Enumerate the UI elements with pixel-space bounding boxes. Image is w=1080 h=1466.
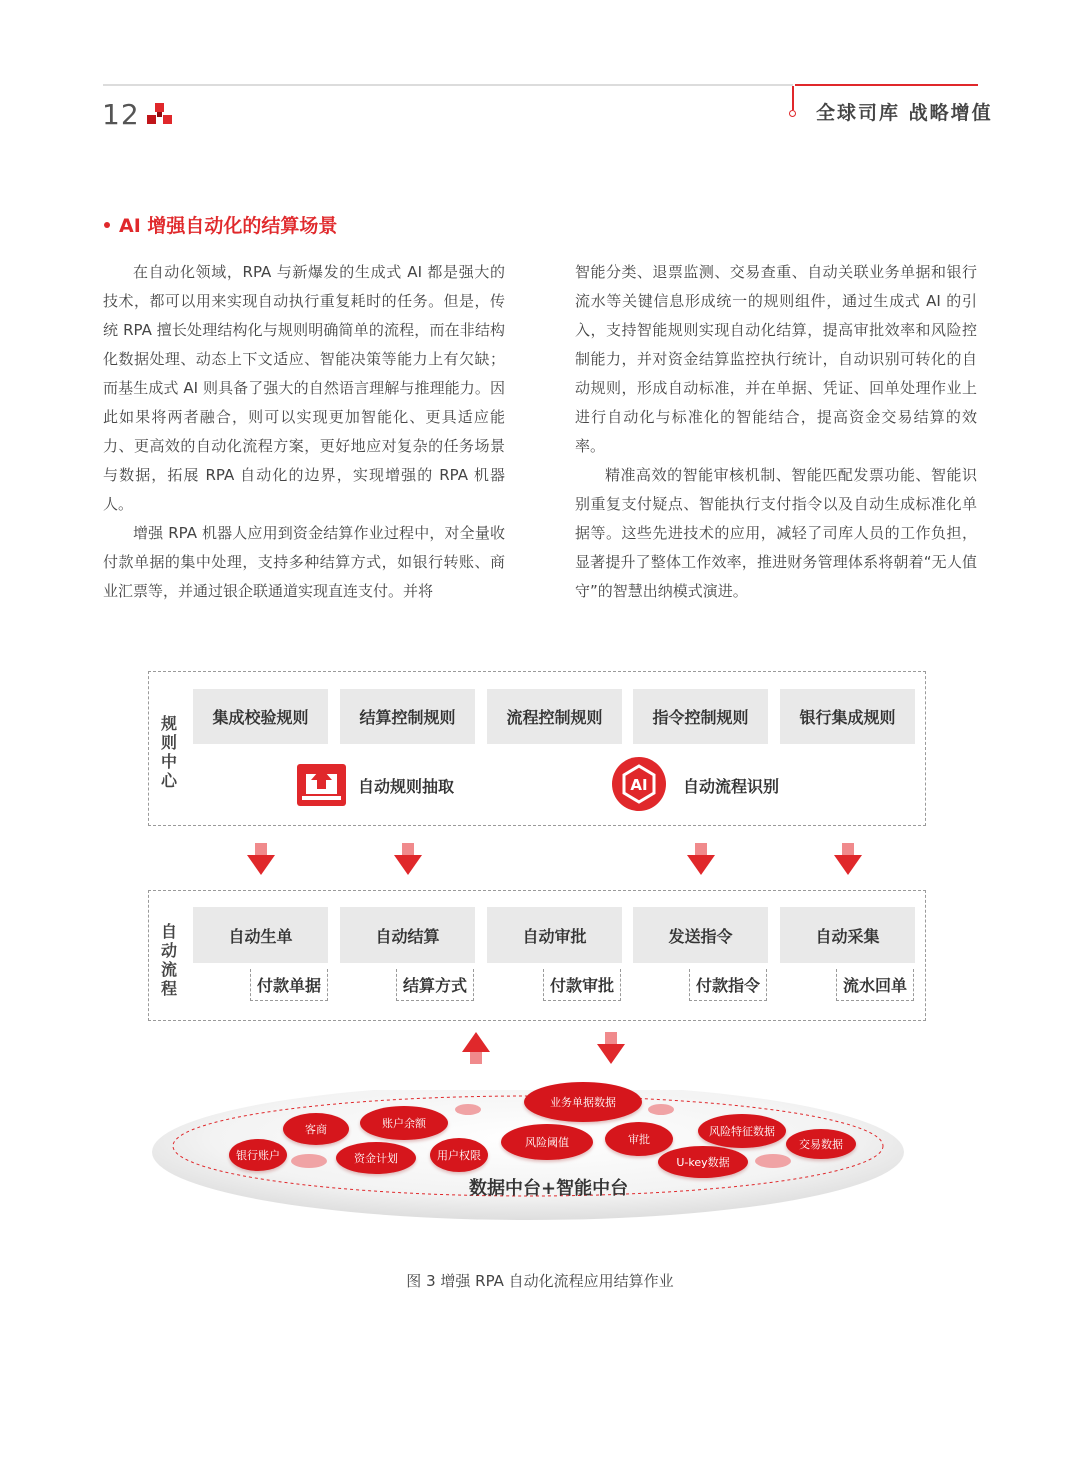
process-step-box: 自动审批 — [487, 907, 622, 963]
process-step-box: 自动采集 — [780, 907, 915, 963]
rule-center-label: 规则中心 — [160, 714, 177, 790]
process-sub-step: 流水回单 — [836, 969, 914, 1001]
body-column-left — [103, 258, 505, 606]
ai-icon-text: AI — [630, 776, 648, 794]
data-bubble: 用户权限 — [430, 1138, 488, 1172]
auto-process-label: 自动流程 — [160, 922, 177, 998]
header-title: 全球司库 战略增值 — [816, 102, 993, 124]
data-bubble: 银行账户 — [229, 1139, 287, 1171]
process-step-box: 发送指令 — [633, 907, 768, 963]
down-arrow-icon — [687, 843, 715, 876]
feature-extract-label: 自动规则抽取 — [358, 777, 455, 796]
section-bullet — [104, 222, 110, 228]
data-bubble: 风险特征数据 — [698, 1114, 786, 1148]
data-bubble: 审批 — [605, 1122, 673, 1156]
decorative-bubble — [455, 1104, 481, 1115]
rule-box: 集成校验规则 — [193, 689, 328, 744]
rule-box: 指令控制规则 — [633, 689, 768, 744]
data-bubble: 资金计划 — [336, 1142, 416, 1174]
process-step-box: 自动结算 — [340, 907, 475, 963]
rule-box: 流程控制规则 — [487, 689, 622, 744]
cubes-logo-icon — [146, 102, 174, 128]
down-arrow-icon — [597, 1032, 625, 1065]
header-rule — [103, 84, 793, 86]
decorative-bubble — [291, 1154, 327, 1168]
rule-box: 银行集成规则 — [780, 689, 915, 744]
process-sub-step: 结算方式 — [396, 969, 474, 1001]
paragraph: 增强 RPA 机器人应用到资金结算作业过程中，对全量收付款单据的集中处理，支持多种结算方式，如银行转账、商业汇票等，并通过银企联通道实现直连支付。并将 — [103, 524, 505, 600]
ai-icon — [610, 756, 668, 812]
paragraph: 在自动化领域，RPA 与新爆发的生成式 AI 都是强大的技术，都可以用来实现自动执行重复耗时的任务。但是，传统 RPA 擅长处理结构化与规则明确简单的流程，而在非结构化数据处理、动态上下文适应、智能决策等能力上有欠缺；而基生成式 AI 则具备了强大的自然语言理解与推理能力。因此如果将两者融合，则可以实现更加智能化、更具适应能力、更高效的自动化流程方案，更好地应对复杂的任务场景与数据，拓展 RPA 自动化的边界，实现增强的 RPA 机器人。 — [103, 263, 505, 513]
down-arrow-icon — [247, 843, 275, 876]
data-bubble: U-key数据 — [658, 1146, 748, 1178]
data-bubble: 交易数据 — [786, 1129, 856, 1159]
data-bubble: 账户余额 — [360, 1106, 448, 1140]
down-arrow-icon — [394, 843, 422, 876]
header-dot — [789, 110, 796, 117]
body-column-right — [575, 258, 977, 606]
page-number: 12 — [102, 98, 140, 131]
data-bubble: 客商 — [283, 1113, 349, 1145]
up-arrow-icon — [462, 1032, 490, 1065]
data-bubble: 风险阈值 — [501, 1124, 593, 1160]
process-sub-step: 付款审批 — [543, 969, 621, 1001]
paragraph: 智能分类、退票监测、交易查重、自动关联业务单据和银行流水等关键信息形成统一的规则组件，通过生成式 AI 的引入，支持智能规则实现自动化结算，提高审批效率和风险控制能力，并对资金结算监控执行统计，自动识别可转化的自动规则，形成自动标准，并在单据、凭证、回单处理作业上进行自动化与标准化的智能结合，提高资金交易结算的效率。 — [575, 263, 977, 455]
decorative-bubble — [755, 1154, 791, 1168]
platform-label: 数据中台+智能中台 — [469, 1178, 629, 1199]
paragraph: 精准高效的智能审核机制、智能匹配发票功能、智能识别重复支付疑点、智能执行支付指令以及自动生成标准化单据等。这些先进技术的应用，减轻了司库人员的工作负担，显著提升了整体工作效率，推进财务管理体系将朝着“无人值守”的智慧出纳模式演进。 — [575, 466, 977, 600]
upload-icon — [297, 760, 347, 808]
data-bubble: 业务单据数据 — [524, 1082, 642, 1122]
decorative-bubble — [648, 1104, 674, 1115]
down-arrow-icon — [834, 843, 862, 876]
section-heading: AI 增强自动化的结算场景 — [119, 215, 338, 237]
process-sub-step: 付款指令 — [689, 969, 767, 1001]
rule-box: 结算控制规则 — [340, 689, 475, 744]
header-accent-rule — [795, 84, 978, 86]
process-step-box: 自动生单 — [193, 907, 328, 963]
header-bracket — [792, 86, 794, 110]
process-sub-step: 付款单据 — [250, 969, 328, 1001]
figure-caption: 图 3 增强 RPA 自动化流程应用结算作业 — [406, 1272, 674, 1290]
feature-recognize-label: 自动流程识别 — [683, 777, 780, 796]
